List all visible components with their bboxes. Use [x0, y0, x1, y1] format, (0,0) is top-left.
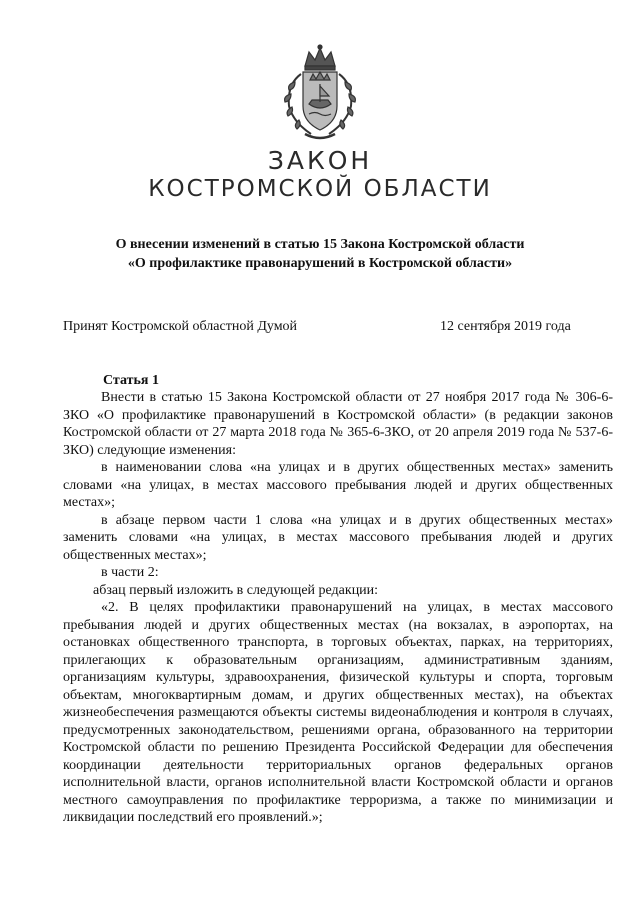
article-heading: Статья 1	[103, 373, 159, 388]
article-paragraph: «2. В целях профилактики правонарушений на улицах, в местах массового пребывания людей и других общественных местах (на вокзалах, в аэропортах, на остановках общественного транспорта, в торговых объектах, парках, на территориях, прилегающих к образовательным организациям, административным зданиям, организациям культуры, здравоохранения, физической культуры и спорта, торговым объектам, многоквартирным домам, и других общественных местах), на объектах жизнеобеспечения размещаются объекты системы видеонаблюдения и контроля в случаях, предусмотренных законодательством, решениями органа, образованного на территории Костромской области по решению Президента Российской Федерации для обеспечения координации деятельности территориальных органов федеральных органов исполнительной власти, органов исполнительной власти Костромской области и органов местного самоуправления по профилактике терроризма, а также по минимизации и ликвидации последствий его проявлений.»;	[63, 600, 613, 825]
article-paragraph: Внести в статью 15 Закона Костромской области от 27 ноября 2017 года № 306-6-ЗКО «О профилактике правонарушений в Костромской области» (в редакции законов Костромской области от 27 марта 2018 года № 365-6-ЗКО, от 20 апреля 2019 года № 537-6-ЗКО) следующие изменения:	[63, 390, 613, 458]
article-paragraph: абзац первый изложить в следующей редакции:	[93, 582, 379, 598]
article-paragraph: в наименовании слова «на улицах и в других общественных местах» заменить словами «на улицах, в местах массового пребывания людей и других общественных местах»;	[63, 460, 613, 510]
region-title: КОСТРОМСКОЙ ОБЛАСТИ	[148, 176, 492, 202]
adoption-line	[63, 319, 583, 335]
law-title: ЗАКОН	[267, 146, 373, 175]
article-paragraph: в части 2:	[101, 565, 159, 580]
subject-line-2: «О профилактике правонарушений в Костромской области»	[127, 256, 513, 271]
coat-of-arms-emblem	[265, 44, 375, 144]
article-paragraph: в абзаце первом части 1 слова «на улицах и в других общественных местах» заменить словами «на улицах, в местах массового пребывания людей и других общественных местах»;	[63, 512, 613, 563]
adoption-date: 12 сентября 2019 года	[440, 319, 571, 334]
law-subject	[0, 235, 640, 273]
adopted-by: Принят Костромской областной Думой	[63, 319, 298, 334]
article-body	[63, 389, 613, 827]
subject-line-1: О внесении изменений в статью 15 Закона Костромской области	[115, 237, 525, 252]
